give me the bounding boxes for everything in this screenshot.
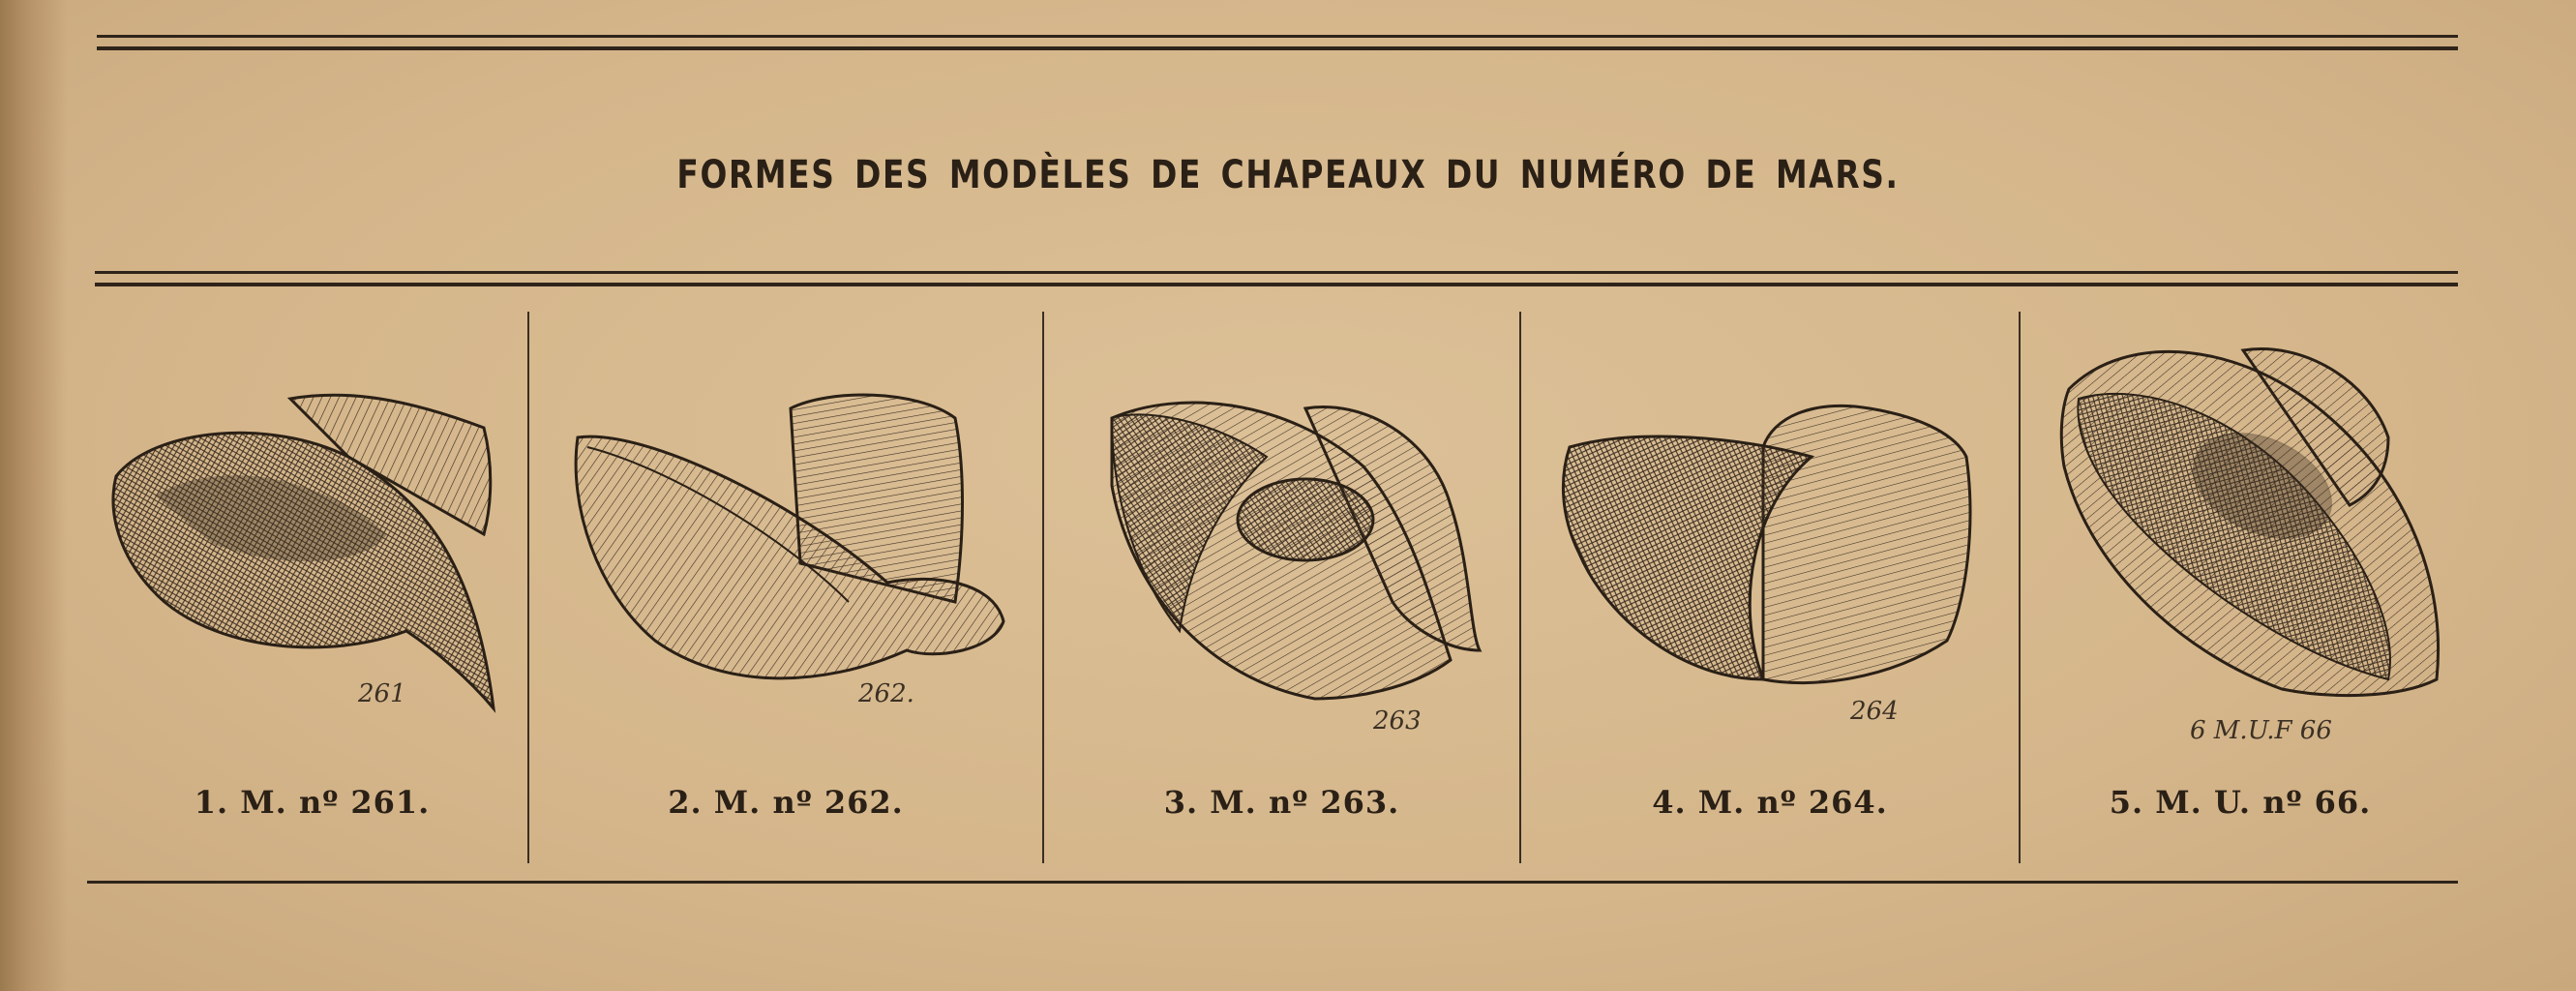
figure-caption: 1. M. nº 261. — [194, 784, 431, 821]
figure-caption: 5. M. U. nº 66. — [2109, 784, 2372, 821]
top-rule-thin — [97, 35, 2458, 38]
bottom-rule — [87, 881, 2458, 884]
handwritten-number: 261 — [358, 679, 406, 708]
hat-illustration-5 — [2021, 312, 2460, 766]
handwritten-number: 264 — [1850, 697, 1899, 726]
figure-1 — [97, 312, 527, 863]
title-rule-thin — [95, 271, 2458, 274]
figure-caption: 3. M. nº 263. — [1163, 784, 1400, 821]
figure-5 — [2021, 312, 2460, 863]
title-rule-thick — [95, 283, 2458, 286]
figure-2 — [529, 312, 1042, 863]
handwritten-number: 6 M.U.F 66 — [2190, 716, 2332, 745]
page-title: FORMES DES MODÈLES DE CHAPEAUX DU NUMÉRO DE MARS. — [676, 153, 1900, 197]
figure-4 — [1521, 312, 2019, 863]
figure-caption: 2. M. nº 262. — [668, 784, 904, 821]
hat-illustration-4 — [1521, 312, 2019, 766]
hat-illustration-1 — [97, 312, 527, 766]
handwritten-number: 263 — [1373, 706, 1422, 736]
handwritten-number: 262. — [858, 679, 914, 708]
figure-caption: 4. M. nº 264. — [1652, 784, 1888, 821]
hat-illustration-2 — [529, 312, 1042, 766]
page-spine-shadow — [0, 0, 68, 991]
figure-3 — [1044, 312, 1519, 863]
hat-illustration-3 — [1044, 312, 1519, 766]
top-rule-thick — [97, 46, 2458, 50]
